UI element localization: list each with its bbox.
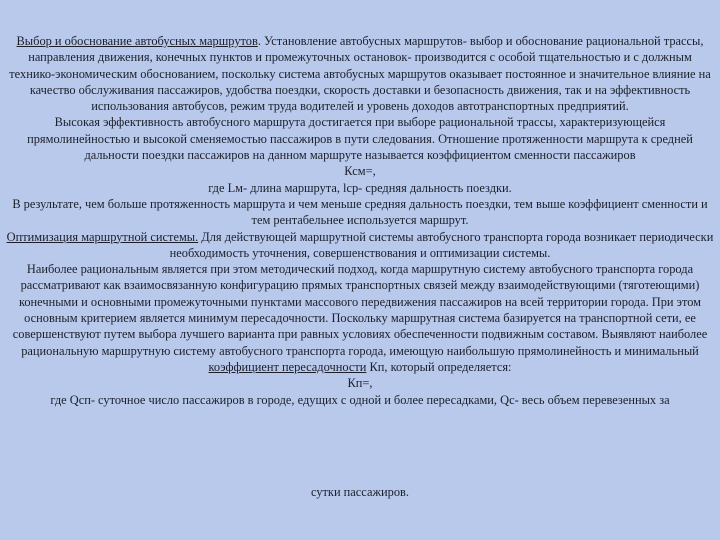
paragraph-result: В результате, чем больше протяженность маршрута и чем меньше средняя дальность поездки, тем выше коэффициент сменности и тем рентабельнее используется маршрут. <box>12 196 708 228</box>
paragraph-method-tail: Кп, который определяется: <box>366 359 512 374</box>
formula-kp-legend: где Qсп- суточное число пассажиров в городе, едущих с одной и более пересадками, Qс- весь объем перевезенных за <box>50 392 670 407</box>
paragraph-route-selection-text: . Установление автобусных маршрутов- выбор и обоснование рациональной трассы, направления движения, конечных пунктов и промежуточных остановок- производится с особой тщательностью и с должным технико-экономическим обоснованием, поскольку система автобусных маршрутов оказывает постоянное и значительное влияние на качество обслуживания пассажиров, удобства поездки, скорость доставки и безопасность движения, так и на эффективность использования автобусов, режим труда водителей и уровень доходов автотранспортных предприятий. <box>9 34 711 114</box>
formula-ksm: Ксм=, <box>344 164 376 179</box>
footer-line: сутки пассажиров. <box>310 485 409 499</box>
paragraph-optimization-text: Для действующей маршрутной системы автобусного транспорта города возникает периодически необходимость уточнения, совершенствования и оптимизации системы. <box>169 229 714 260</box>
paragraph-efficiency: Высокая эффективность автобусного маршрута достигается при выборе рациональной трассы, характеризующейся прямолинейностью и высокой сменяемостью пассажиров в пути следования. Отношение протяженности маршрута к средней дальности поездки пассажиров на данном маршруте называется коэффициентом сменности пассажиров <box>27 115 693 163</box>
paragraph-method-text: Наиболее рациональным является при этом методический подход, когда маршрутную систему автобусного транспорта города рассматривают как взаимосвязанную конфигурацию прямых транспортных связей между взаимодействующими (тяготеющими) конечными и основными промежуточными пунктами массового передвижения пассажиров на всей территории города. При этом основным критерием является минимум пересадочности. Поскольку маршрутная система базируется на транспортной сети, ее совершенствуют путем выбора лучшего варианта при равных условиях обеспеченности подвижным составом. Выявляют наиболее рациональную маршрутную систему автобусного транспорта города, имеющую наибольшую прямолинейность и минимальный <box>12 262 708 358</box>
paragraph-method <box>4 261 716 375</box>
heading-optimization: Оптимизация маршрутной системы. <box>6 229 199 244</box>
heading-route-selection: Выбор и обоснование автобусных маршрутов <box>16 34 258 48</box>
formula-ksm-legend: где Lм- длина маршрута, lср- средняя дальность поездки. <box>208 180 512 195</box>
formula-kp: Кп=, <box>347 376 373 391</box>
paragraph-route-selection <box>4 33 716 114</box>
term-transfer-coefficient: коэффициент пересадочности <box>208 359 367 374</box>
document-text <box>4 33 716 408</box>
paragraph-optimization <box>4 229 716 262</box>
